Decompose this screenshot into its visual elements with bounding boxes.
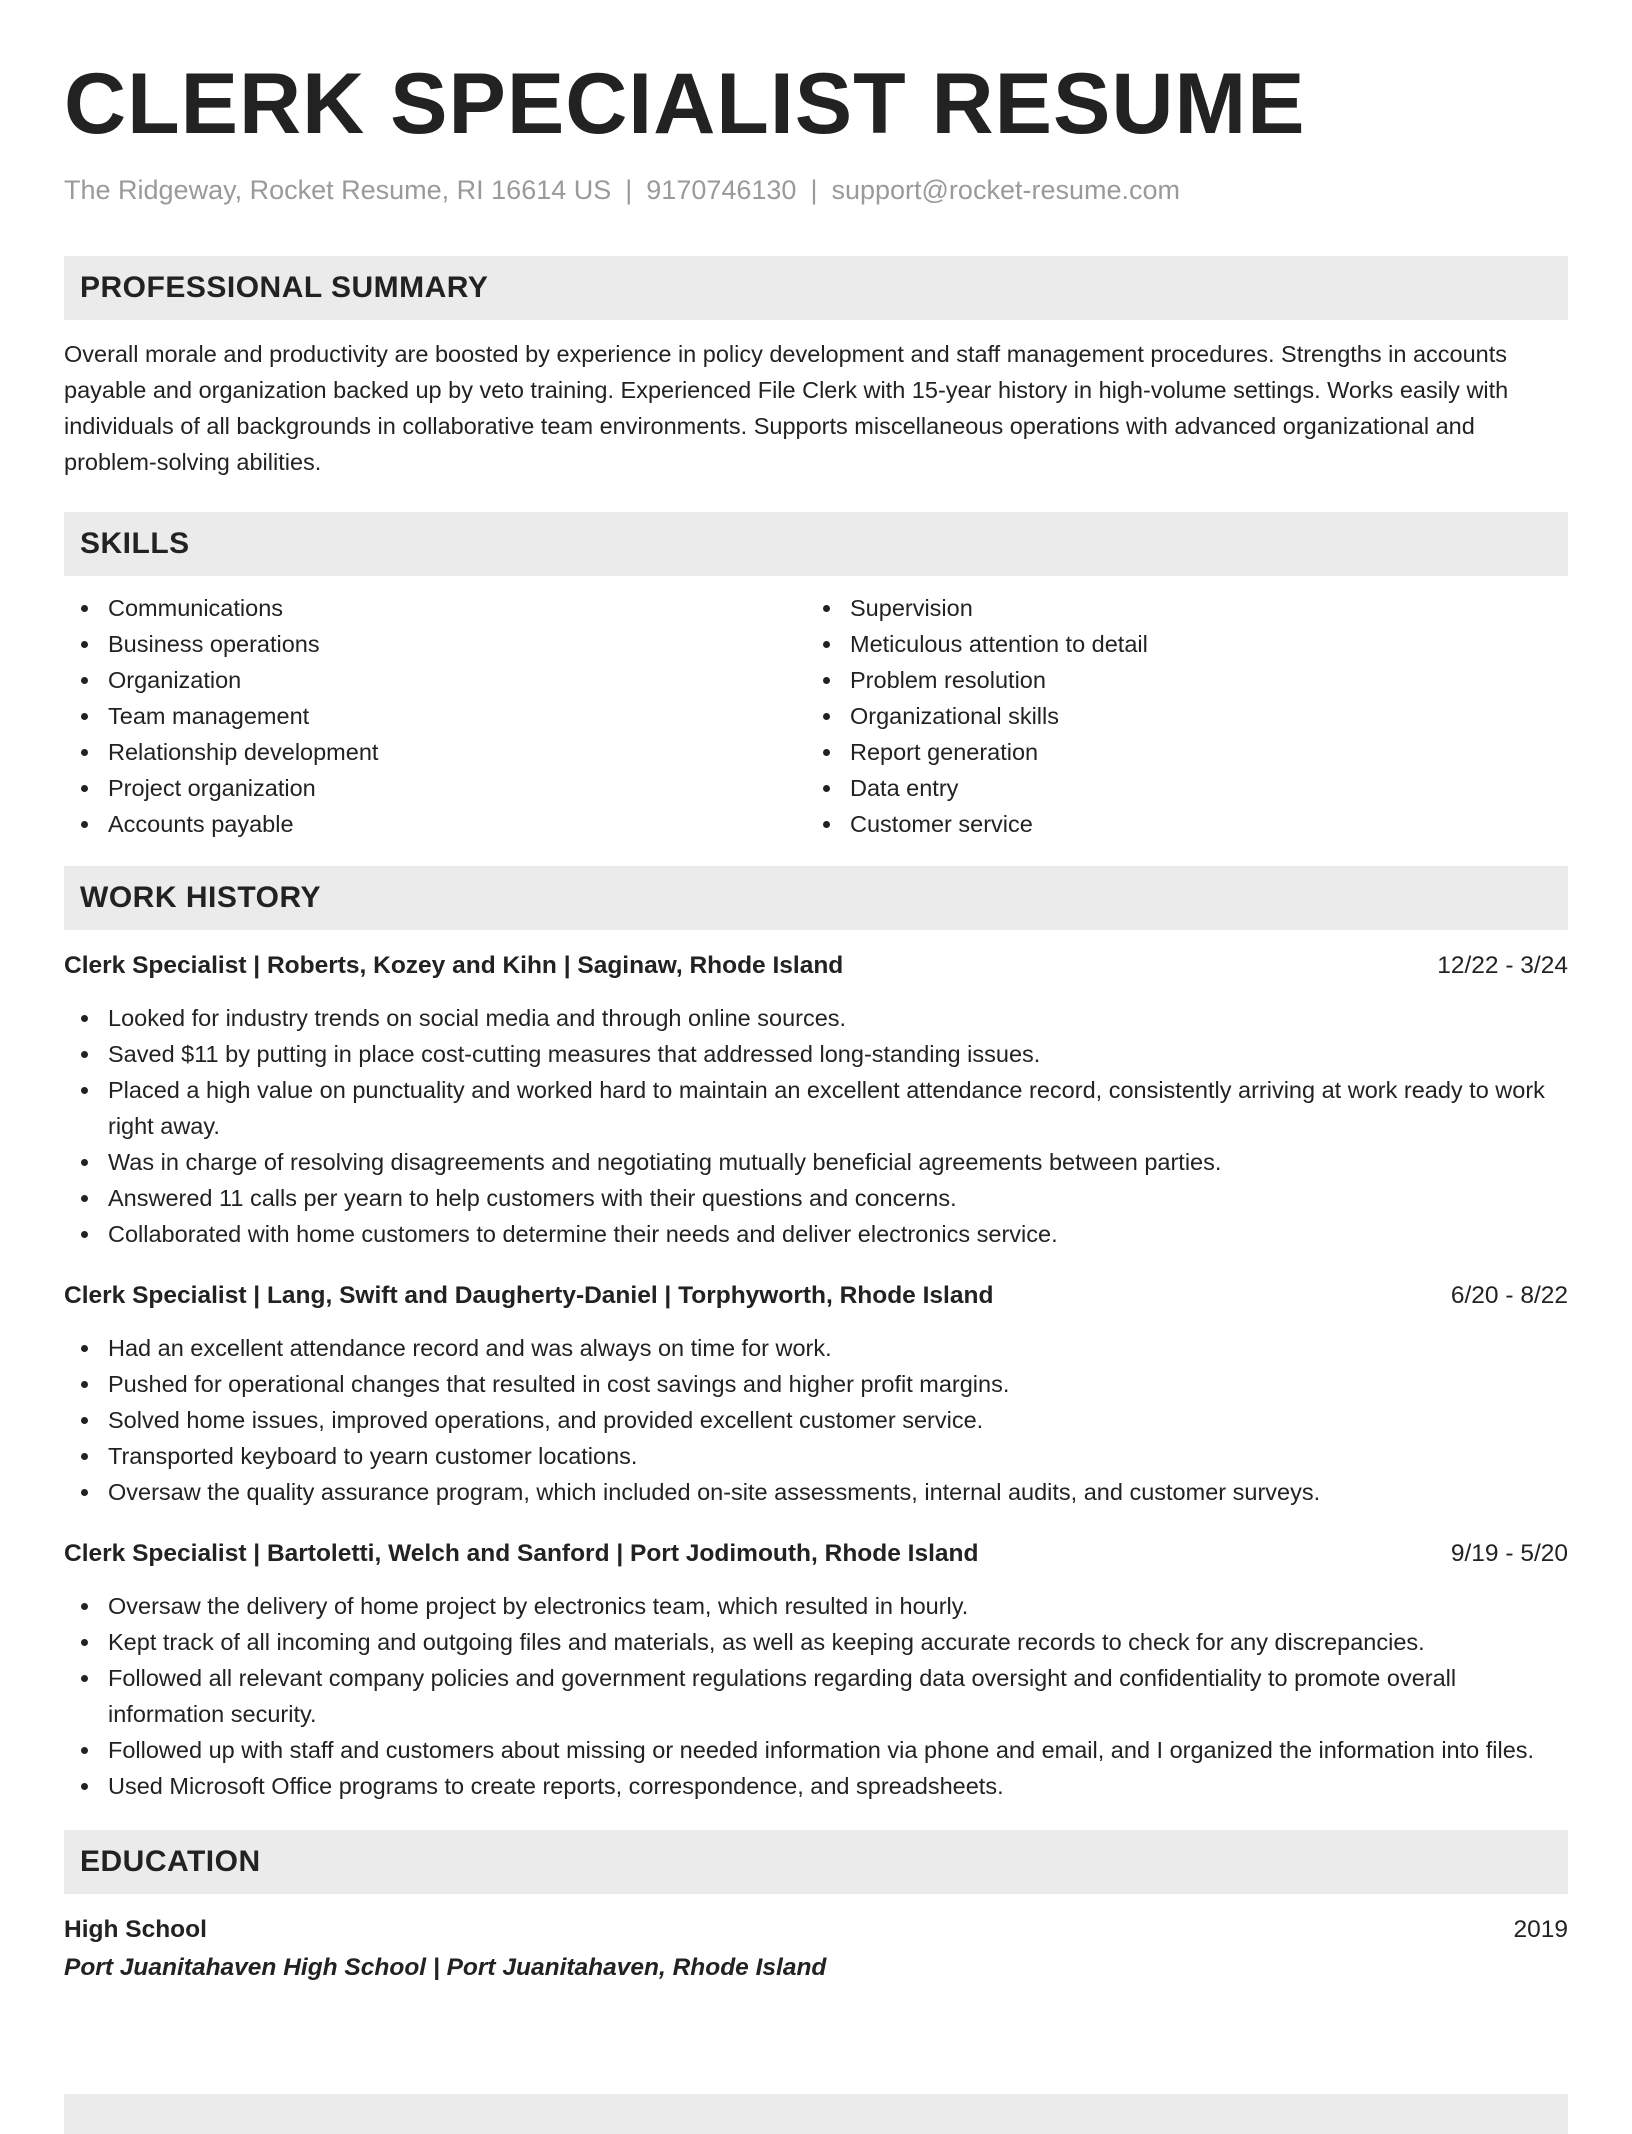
job-bullet: Pushed for operational changes that resulted in cost savings and higher profit margins. — [64, 1366, 1568, 1402]
skill-item: Team management — [64, 698, 806, 734]
section-header-summary: PROFESSIONAL SUMMARY — [64, 256, 1568, 320]
skill-item: Report generation — [806, 734, 1548, 770]
job-bullet: Followed up with staff and customers about missing or needed information via phone and email, and I organized the information into files. — [64, 1732, 1568, 1768]
job-entry — [64, 948, 1568, 1252]
job-bullet: Collaborated with home customers to determine their needs and deliver electronics service. — [64, 1216, 1568, 1252]
skill-item: Business operations — [64, 626, 806, 662]
job-bullet: Answered 11 calls per yearn to help customers with their questions and concerns. — [64, 1180, 1568, 1216]
skill-item: Problem resolution — [806, 662, 1548, 698]
job-bullets — [64, 1000, 1568, 1252]
skill-item: Data entry — [806, 770, 1548, 806]
contact-line — [64, 174, 1568, 206]
job-bullets — [64, 1330, 1568, 1510]
education-school: Port Juanitahaven High School | Port Juanitahaven, Rhode Island — [64, 1954, 827, 1981]
job-entry — [64, 1536, 1568, 1804]
skills-column-left — [64, 590, 806, 842]
section-header-next-partial — [64, 2094, 1568, 2134]
job-dates: 9/19 - 5/20 — [1450, 1540, 1568, 1567]
contact-separator: | — [810, 175, 818, 205]
job-bullet: Was in charge of resolving disagreements and negotiating mutually beneficial agreements between parties. — [64, 1144, 1568, 1180]
job-title: Clerk Specialist | Roberts, Kozey and Kihn | Saginaw, Rhode Island — [64, 952, 844, 979]
job-dates: 6/20 - 8/22 — [1450, 1282, 1568, 1309]
job-header — [64, 1536, 1568, 1572]
job-bullet: Oversaw the quality assurance program, which included on-site assessments, internal audits, and customer surveys. — [64, 1474, 1568, 1510]
skill-item: Relationship development — [64, 734, 806, 770]
contact-phone: 9170746130 — [646, 175, 797, 205]
summary-text: Overall morale and productivity are boosted by experience in policy development and staff management procedures. Strengths in accounts payable and organization backed up by veto training. Experienced File Clerk with 15-year history in high-volume settings. Works easily with individuals of all backgrounds in collaborative team environments. Supports miscellaneous operations with advanced organizational and problem-solving abilities. — [64, 341, 1509, 475]
job-bullet: Saved $11 by putting in place cost-cutting measures that addressed long-standing issues. — [64, 1036, 1568, 1072]
contact-email: support@rocket-resume.com — [831, 175, 1180, 205]
skill-item: Organizational skills — [806, 698, 1548, 734]
job-title: Clerk Specialist | Lang, Swift and Daugherty-Daniel | Torphyworth, Rhode Island — [64, 1282, 994, 1309]
job-bullet: Kept track of all incoming and outgoing files and materials, as well as keeping accurate records to check for any discrepancies. — [64, 1624, 1568, 1660]
job-bullet: Followed all relevant company policies and government regulations regarding data oversight and confidentiality to promote overall information security. — [64, 1660, 1568, 1732]
job-bullet: Solved home issues, improved operations, and provided excellent customer service. — [64, 1402, 1568, 1438]
skill-item: Organization — [64, 662, 806, 698]
contact-separator: | — [625, 175, 633, 205]
job-bullet: Placed a high value on punctuality and worked hard to maintain an excellent attendance record, consistently arriving at work ready to work right away. — [64, 1072, 1568, 1144]
skills-column-right — [806, 590, 1548, 842]
job-bullet: Transported keyboard to yearn customer locations. — [64, 1438, 1568, 1474]
education-entry — [64, 1912, 1568, 1988]
contact-address: The Ridgeway, Rocket Resume, RI 16614 US — [64, 175, 612, 205]
skill-item: Supervision — [806, 590, 1548, 626]
education-degree: High School — [64, 1916, 207, 1943]
job-bullets — [64, 1588, 1568, 1804]
job-bullet: Used Microsoft Office programs to create reports, correspondence, and spreadsheets. — [64, 1768, 1568, 1804]
section-header-education: EDUCATION — [64, 1830, 1568, 1894]
skills-list — [64, 590, 1568, 842]
resume-title: CLERK SPECIALIST RESUME — [64, 56, 1306, 152]
job-entry — [64, 1278, 1568, 1510]
section-header-skills: SKILLS — [64, 512, 1568, 576]
skill-item: Project organization — [64, 770, 806, 806]
section-header-work-history: WORK HISTORY — [64, 866, 1568, 930]
job-title: Clerk Specialist | Bartoletti, Welch and Sanford | Port Jodimouth, Rhode Island — [64, 1540, 979, 1567]
skill-item: Communications — [64, 590, 806, 626]
job-bullet: Looked for industry trends on social media and through online sources. — [64, 1000, 1568, 1036]
education-header — [64, 1912, 1568, 1948]
skill-item: Accounts payable — [64, 806, 806, 842]
job-header — [64, 948, 1568, 984]
job-dates: 12/22 - 3/24 — [1437, 952, 1568, 979]
job-bullet: Had an excellent attendance record and was always on time for work. — [64, 1330, 1568, 1366]
skill-item: Meticulous attention to detail — [806, 626, 1548, 662]
job-bullet: Oversaw the delivery of home project by electronics team, which resulted in hourly. — [64, 1588, 1568, 1624]
skill-item: Customer service — [806, 806, 1548, 842]
education-year: 2019 — [1513, 1916, 1568, 1943]
job-header — [64, 1278, 1568, 1314]
